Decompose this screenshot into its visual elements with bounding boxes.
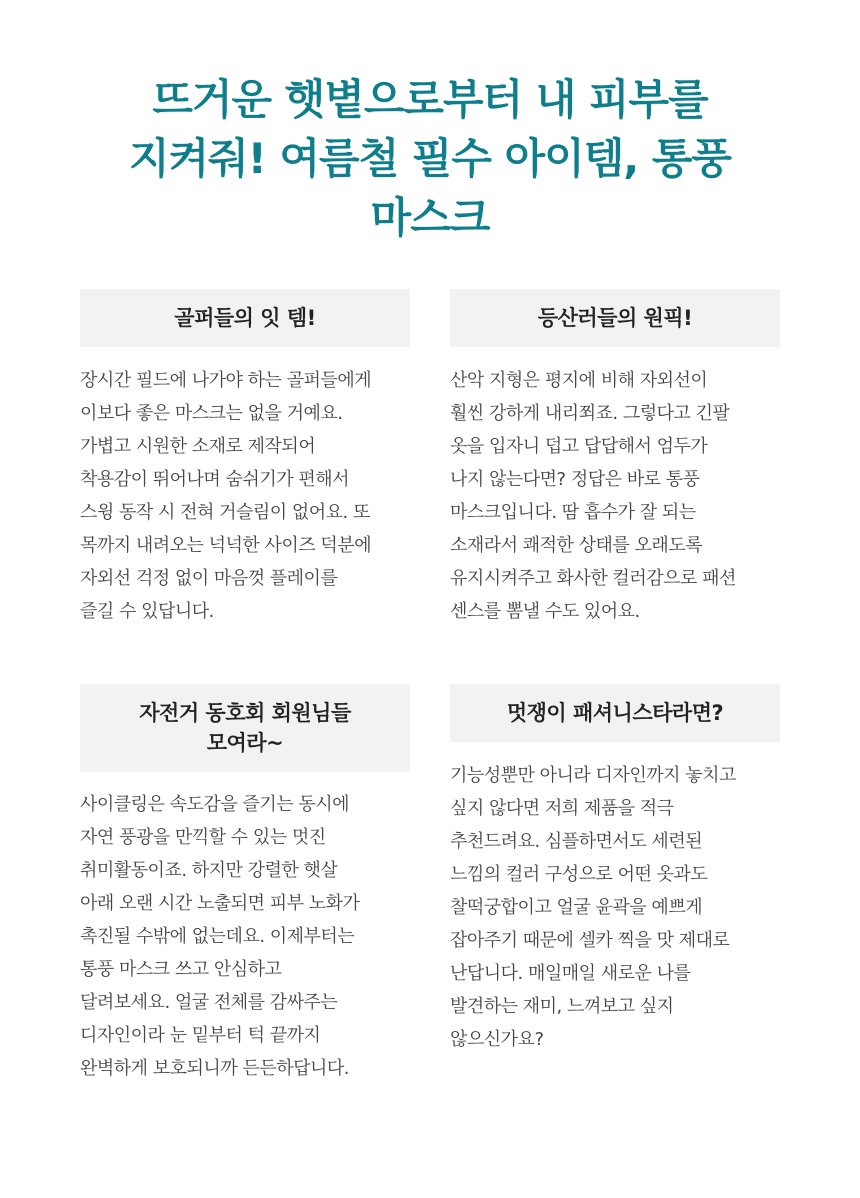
section-golfers [80,289,410,628]
section-hikers [450,289,780,628]
body-line: 잡아주기 때문에 셀카 찍을 맛 제대로 [450,930,730,951]
body-line: 디자인이라 눈 밑부터 턱 끝까지 [80,1025,321,1046]
body-line: 통풍 마스크 쓰고 안심하고 [80,959,282,980]
section-heading [80,289,410,347]
body-line: 달려보세요. 얼굴 전체를 감싸주는 [80,992,338,1013]
body-line: 아래 오랜 시간 노출되면 피부 노화가 [80,893,360,914]
section-body [450,364,780,628]
body-line: 느낌의 컬러 구성으로 어떤 옷과도 [450,864,708,885]
body-line: 이보다 좋은 마스크는 없을 거예요. [80,403,343,424]
body-line: 않으신가요? [450,1029,544,1050]
section-body [80,788,410,1085]
body-line: 취미활동이죠. 하지만 강렬한 햇살 [80,860,338,881]
body-line: 즐길 수 있답니다. [80,601,214,622]
body-line: 착용감이 뛰어나며 숨쉬기가 편해서 [80,469,349,490]
body-line: 자연 풍광을 만끽할 수 있는 멋진 [80,827,326,848]
body-line: 마스크입니다. 땀 흡수가 잘 되는 [450,502,696,523]
body-line: 완벽하게 보호되니까 든든하답니다. [80,1058,349,1079]
body-line: 기능성뿐만 아니라 디자인까지 놓치고 [450,765,736,786]
body-line: 산악 지형은 평지에 비해 자외선이 [450,370,708,391]
page-title-line: 지켜줘! 여름철 필수 아이템, 통풍 [128,134,732,183]
body-line: 난답니다. 매일매일 새로운 나를 [450,963,691,984]
body-line: 장시간 필드에 나가야 하는 골퍼들에게 [80,370,372,391]
body-line: 유지시켜주고 화사한 컬러감으로 패션 [450,568,736,589]
body-line: 찰떡궁합이고 얼굴 윤곽을 예쁘게 [450,897,703,918]
body-line: 촉진될 수밖에 없는데요. 이제부터는 [80,926,355,947]
page-title-line: 뜨거운 햇볕으로부터 내 피부를 [152,75,708,124]
section-heading [450,289,780,347]
section-heading [80,684,410,772]
section-heading-text: 등산러들의 원픽! [537,306,693,330]
section-body [450,759,780,1056]
body-line: 나지 않는다면? 정답은 바로 통풍 [450,469,700,490]
body-line: 목까지 내려오는 넉넉한 사이즈 덕분에 [80,535,372,556]
body-line: 가볍고 시원한 소재로 제작되어 [80,436,316,457]
section-heading-text: 모여라~ [206,731,284,755]
page-title-line: 마스크 [370,193,490,242]
section-cyclists [80,684,410,1085]
section-fashionistas [450,684,780,1056]
section-heading-text: 골퍼들의 잇 템! [174,306,316,330]
body-line: 자외선 걱정 없이 마음껏 플레이를 [80,568,338,589]
section-heading-text: 멋쟁이 패셔니스타라면? [506,701,724,725]
section-heading-text: 자전거 동호회 회원님들 [139,701,351,725]
body-line: 발견하는 재미, 느껴보고 싶지 [450,996,674,1017]
section-heading [450,684,780,742]
page-title [80,70,780,247]
section-body [80,364,410,628]
body-line: 추천드려요. 심플하면서도 세련된 [450,831,703,852]
body-line: 옷을 입자니 덥고 답답해서 엄두가 [450,436,708,457]
body-line: 스윙 동작 시 전혀 거슬림이 없어요. 또 [80,502,370,523]
body-line: 훨씬 강하게 내리쬐죠. 그렇다고 긴팔 [450,403,730,424]
body-line: 센스를 뽐낼 수도 있어요. [450,601,640,622]
body-line: 싶지 않다면 저희 제품을 적극 [450,798,674,819]
body-line: 소재라서 쾌적한 상태를 오래도록 [450,535,703,556]
body-line: 사이클링은 속도감을 즐기는 동시에 [80,794,349,815]
